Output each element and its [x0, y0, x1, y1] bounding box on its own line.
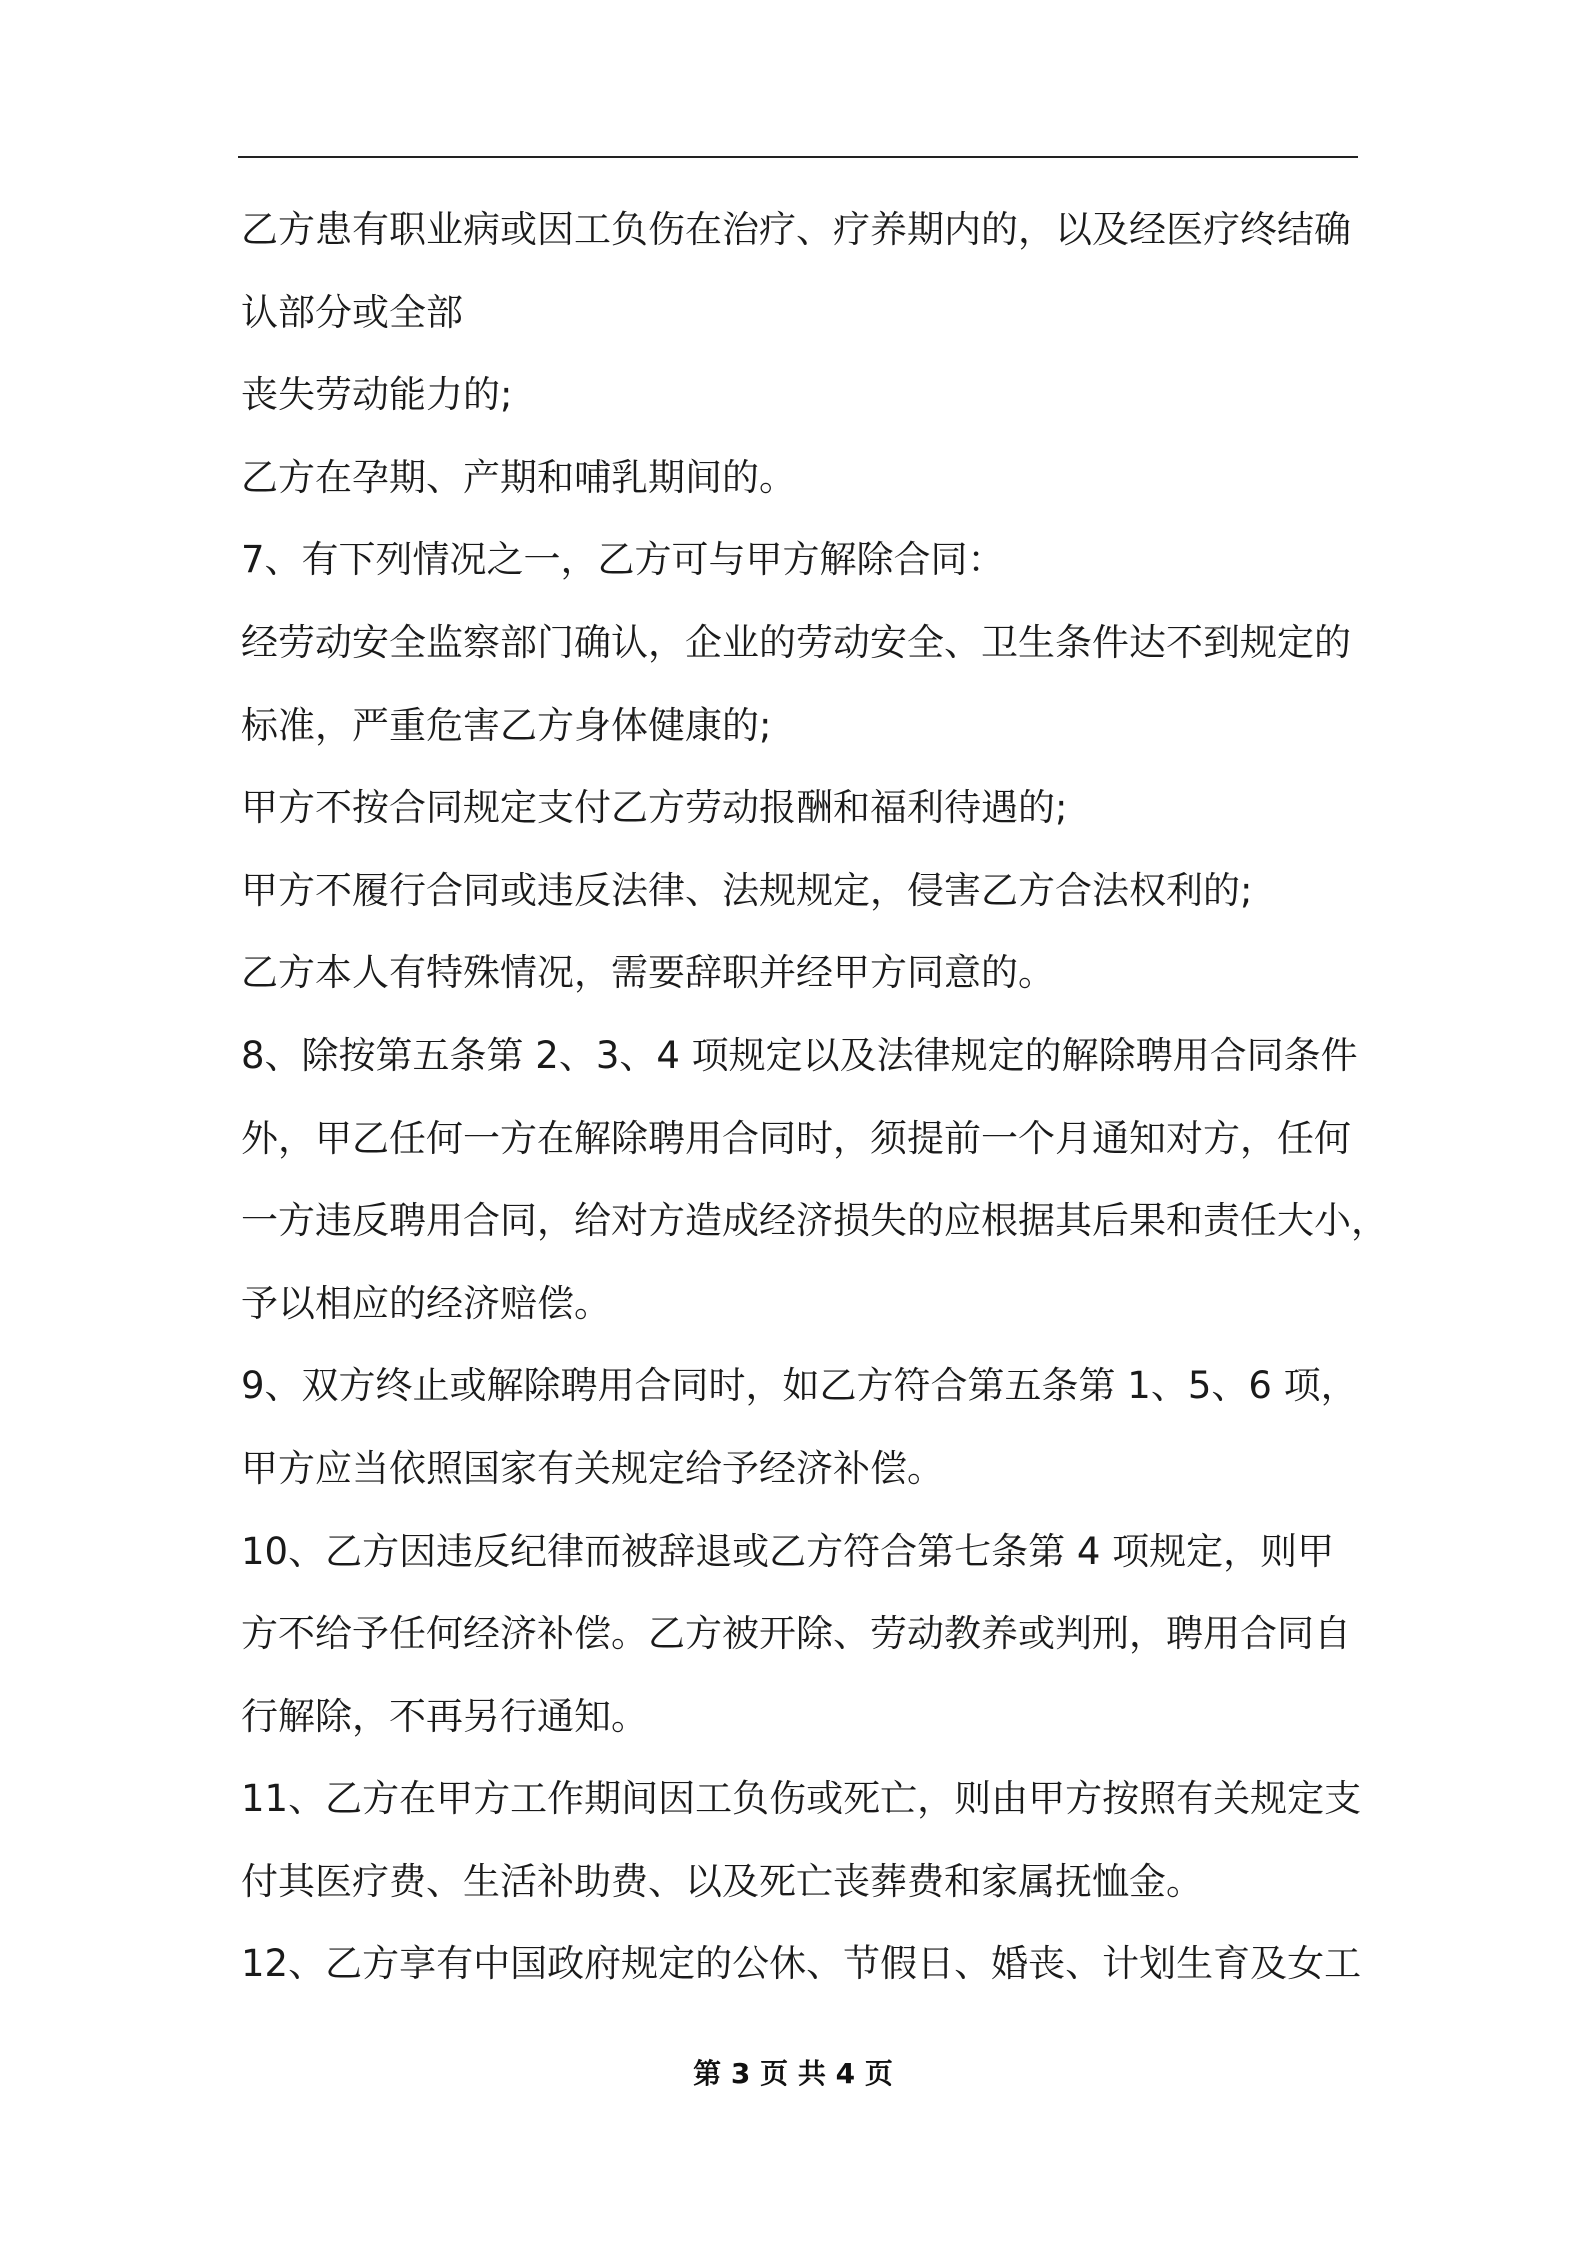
text-line: 乙方本人有特殊情况，需要辞职并经甲方同意的。 — [241, 951, 1055, 995]
page-number-footer: 第 3 页 共 4 页 — [693, 2057, 893, 2090]
clause-12: 12、乙方享有中国政府规定的公休、节假日、婚丧、计划生育及女工 — [241, 1942, 1362, 1986]
text-line: 乙方患有职业病或因工负伤在治疗、疗养期内的，以及经医疗终结确 — [241, 208, 1351, 251]
text-line: 标准，严重危害乙方身体健康的; — [241, 703, 772, 747]
text-line: 丧失劳动能力的; — [241, 373, 513, 417]
text-line: 予以相应的经济赔偿。 — [241, 1281, 611, 1325]
text-line: 外，甲乙任何一方在解除聘用合同时，须提前一个月通知对方，任何 — [241, 1116, 1351, 1160]
clause-9: 9、双方终止或解除聘用合同时，如乙方符合第五条第 1、5、6 项， — [241, 1364, 1358, 1408]
text-line: 付其医疗费、生活补助费、以及死亡丧葬费和家属抚恤金。 — [241, 1859, 1203, 1903]
text-line: 行解除，不再另行通知。 — [241, 1694, 648, 1738]
text-line: 甲方应当依照国家有关规定给予经济补偿。 — [241, 1446, 944, 1490]
text-line: 甲方不按合同规定支付乙方劳动报酬和福利待遇的; — [241, 786, 1068, 830]
text-line: 经劳动安全监察部门确认，企业的劳动安全、卫生条件达不到规定的 — [241, 620, 1351, 664]
clause-heading-7: 7、有下列情况之一，乙方可与甲方解除合同： — [241, 538, 1005, 582]
text-line: 方不给予任何经济补偿。乙方被开除、劳动教养或判刑，聘用合同自 — [241, 1612, 1351, 1656]
contract-body — [241, 198, 1388, 2015]
text-line: 甲方不履行合同或违反法律、法规规定，侵害乙方合法权利的; — [241, 868, 1253, 912]
clause-10: 10、乙方因违反纪律而被辞退或乙方符合第七条第 4 项规定，则甲 — [241, 1529, 1335, 1573]
text-line: 乙方在孕期、产期和哺乳期间的。 — [241, 455, 796, 499]
text-line: 一方违反聘用合同，给对方造成经济损失的应根据其后果和责任大小， — [241, 1199, 1388, 1243]
clause-11: 11、乙方在甲方工作期间因工负伤或死亡，则由甲方按照有关规定支 — [241, 1777, 1362, 1821]
text-line: 认部分或全部 — [241, 290, 463, 334]
header-rule — [238, 156, 1358, 158]
clause-8: 8、除按第五条第 2、3、4 项规定以及法律规定的解除聘用合同条件 — [241, 1033, 1358, 1077]
